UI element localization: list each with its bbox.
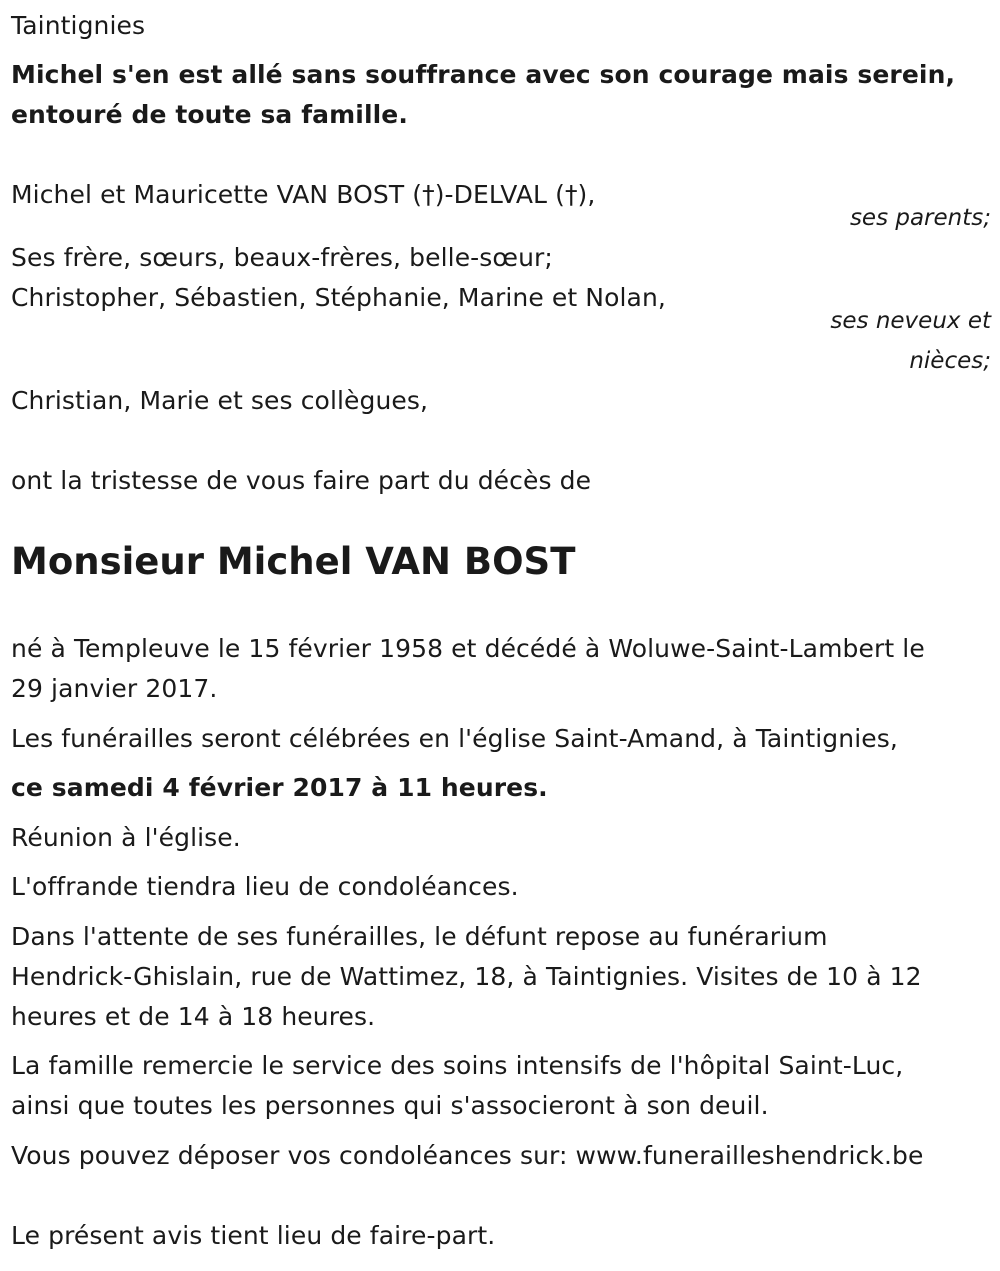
rest-line-1: Dans l'attente de ses funérailles, le défunt repose au funérarium [11,922,828,951]
announcement: ont la tristesse de vous faire part du décès de [11,466,592,495]
funeral-date: ce samedi 4 février 2017 à 11 heures. [11,773,548,802]
intro-line-2: entouré de toute sa famille. [11,100,408,129]
thanks-line-1: La famille remercie le service des soins intensifs de l'hôpital Saint-Luc, [11,1051,904,1080]
offering-info: L'offrande tiendra lieu de condoléances. [11,872,519,901]
nephews-role-line-1: ses neveux et [830,308,991,334]
place-name: Taintignies [11,11,146,40]
intro-line-1: Michel s'en est allé sans souffrance avec son courage mais serein, [11,60,956,89]
colleagues: Christian, Marie et ses collègues, [11,386,429,415]
siblings: Ses frère, sœurs, beaux-frères, belle-sœur; [11,243,553,272]
parents-role: ses parents; [849,205,991,231]
parents-names: Michel et Mauricette VAN BOST (†)-DELVAL (†), [11,180,596,209]
funeral-line: Les funérailles seront célébrées en l'église Saint-Amand, à Taintignies, [11,724,898,753]
thanks-line-2: ainsi que toutes les personnes qui s'associeront à son deuil. [11,1091,769,1120]
meeting-info: Réunion à l'église. [11,823,241,852]
nephews-names: Christopher, Sébastien, Stéphanie, Marine et Nolan, [11,283,666,312]
rest-line-2: Hendrick-Ghislain, rue de Wattimez, 18, à Taintignies. Visites de 10 à 12 [11,962,922,991]
birth-line-1: né à Templeuve le 15 février 1958 et décédé à Woluwe-Saint-Lambert le [11,634,925,663]
closing-note: Le présent avis tient lieu de faire-part. [11,1221,496,1250]
deceased-name: Monsieur Michel VAN BOST [11,540,576,583]
birth-line-2: 29 janvier 2017. [11,674,218,703]
condolences-info: Vous pouvez déposer vos condoléances sur: www.funerailleshendrick.be [11,1141,924,1170]
nephews-role-line-2: nièces; [909,348,991,374]
rest-line-3: heures et de 14 à 18 heures. [11,1002,376,1031]
